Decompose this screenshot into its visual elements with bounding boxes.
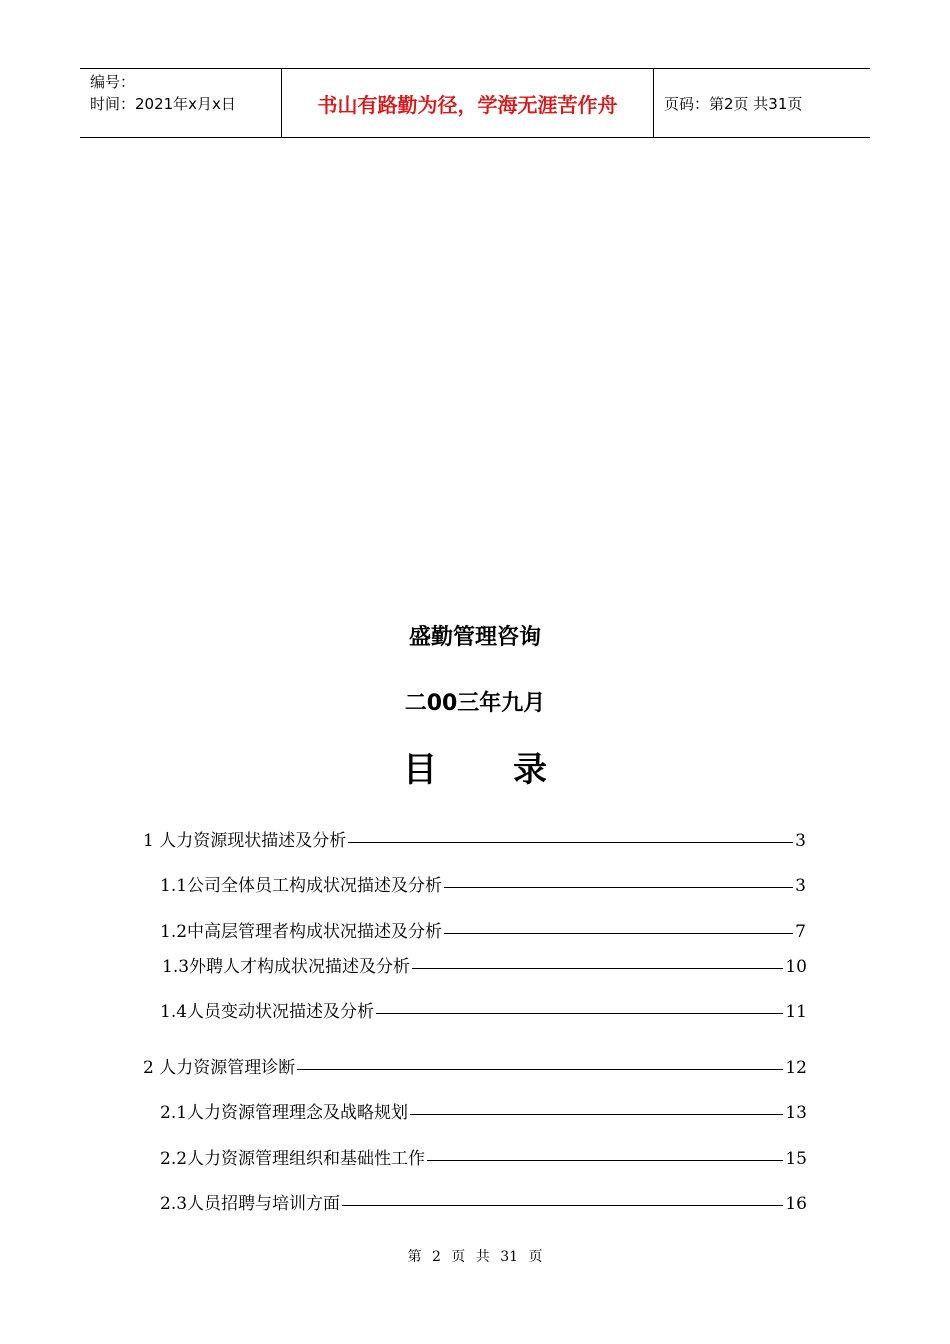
toc-entry[interactable] [160, 1191, 807, 1217]
toc-entry-page: 16 [785, 1194, 807, 1214]
toc-leader [342, 1205, 783, 1206]
toc-entry[interactable] [160, 1146, 807, 1172]
toc-leader [444, 887, 793, 888]
toc-entry[interactable] [143, 1055, 807, 1081]
page-header [80, 68, 870, 138]
toc-leader [297, 1069, 783, 1070]
header-motto: 书山有路勤为径，学海无涯苦作舟 [282, 69, 654, 137]
toc-entry-page: 7 [795, 922, 806, 942]
toc-entry[interactable] [160, 919, 806, 945]
toc-leader [412, 968, 783, 969]
toc-entry-text: 1.4人员变动状况描述及分析 [160, 1002, 375, 1022]
toc-entry[interactable] [162, 954, 807, 980]
toc-entry-page: 11 [785, 1002, 807, 1022]
toc-leader [410, 1114, 783, 1115]
toc-entry[interactable] [160, 873, 806, 899]
toc-title: 目录 [403, 750, 623, 790]
toc-entry-text: 2.2人力资源管理组织和基础性工作 [160, 1149, 426, 1169]
toc-leader [444, 933, 793, 934]
toc-entry-page: 15 [785, 1149, 807, 1169]
toc-entry-text: 1.3外聘人才构成状况描述及分析 [162, 957, 411, 977]
toc-entry[interactable] [160, 1100, 807, 1126]
toc-entry-page: 13 [785, 1103, 807, 1123]
header-meta [80, 69, 282, 137]
document-number-label: 编号： [90, 73, 136, 91]
toc-entry-text: 1.1公司全体员工构成状况描述及分析 [160, 876, 443, 896]
toc-entry-text: 1.2中高层管理者构成状况描述及分析 [160, 922, 443, 942]
toc-entry-page: 3 [795, 876, 806, 896]
toc-entry-text: 1 人力资源现状描述及分析 [143, 831, 347, 851]
toc-entry-text: 2 人力资源管理诊断 [143, 1058, 296, 1078]
toc-entry[interactable] [160, 999, 807, 1025]
toc-entry-page: 3 [795, 831, 806, 851]
company-name: 盛勤管理咨询 [408, 625, 541, 650]
document-time-label: 时间：2021年x月x日 [90, 95, 236, 113]
toc-leader [348, 842, 793, 843]
toc-entry-text: 2.1人力资源管理理念及战略规划 [160, 1103, 409, 1123]
toc-entry-text: 2.3人员招聘与培训方面 [160, 1194, 341, 1214]
toc-entry[interactable] [143, 828, 806, 854]
page-footer: 第 2 页 共 31 页 [407, 1249, 543, 1265]
toc-entry-page: 12 [785, 1058, 807, 1078]
toc-leader [427, 1160, 783, 1161]
toc-leader [376, 1013, 783, 1014]
header-page-info: 页码：第2页 共31页 [664, 94, 803, 113]
document-date: 二00三年九月 [404, 691, 546, 716]
toc-entry-page: 10 [785, 957, 807, 977]
